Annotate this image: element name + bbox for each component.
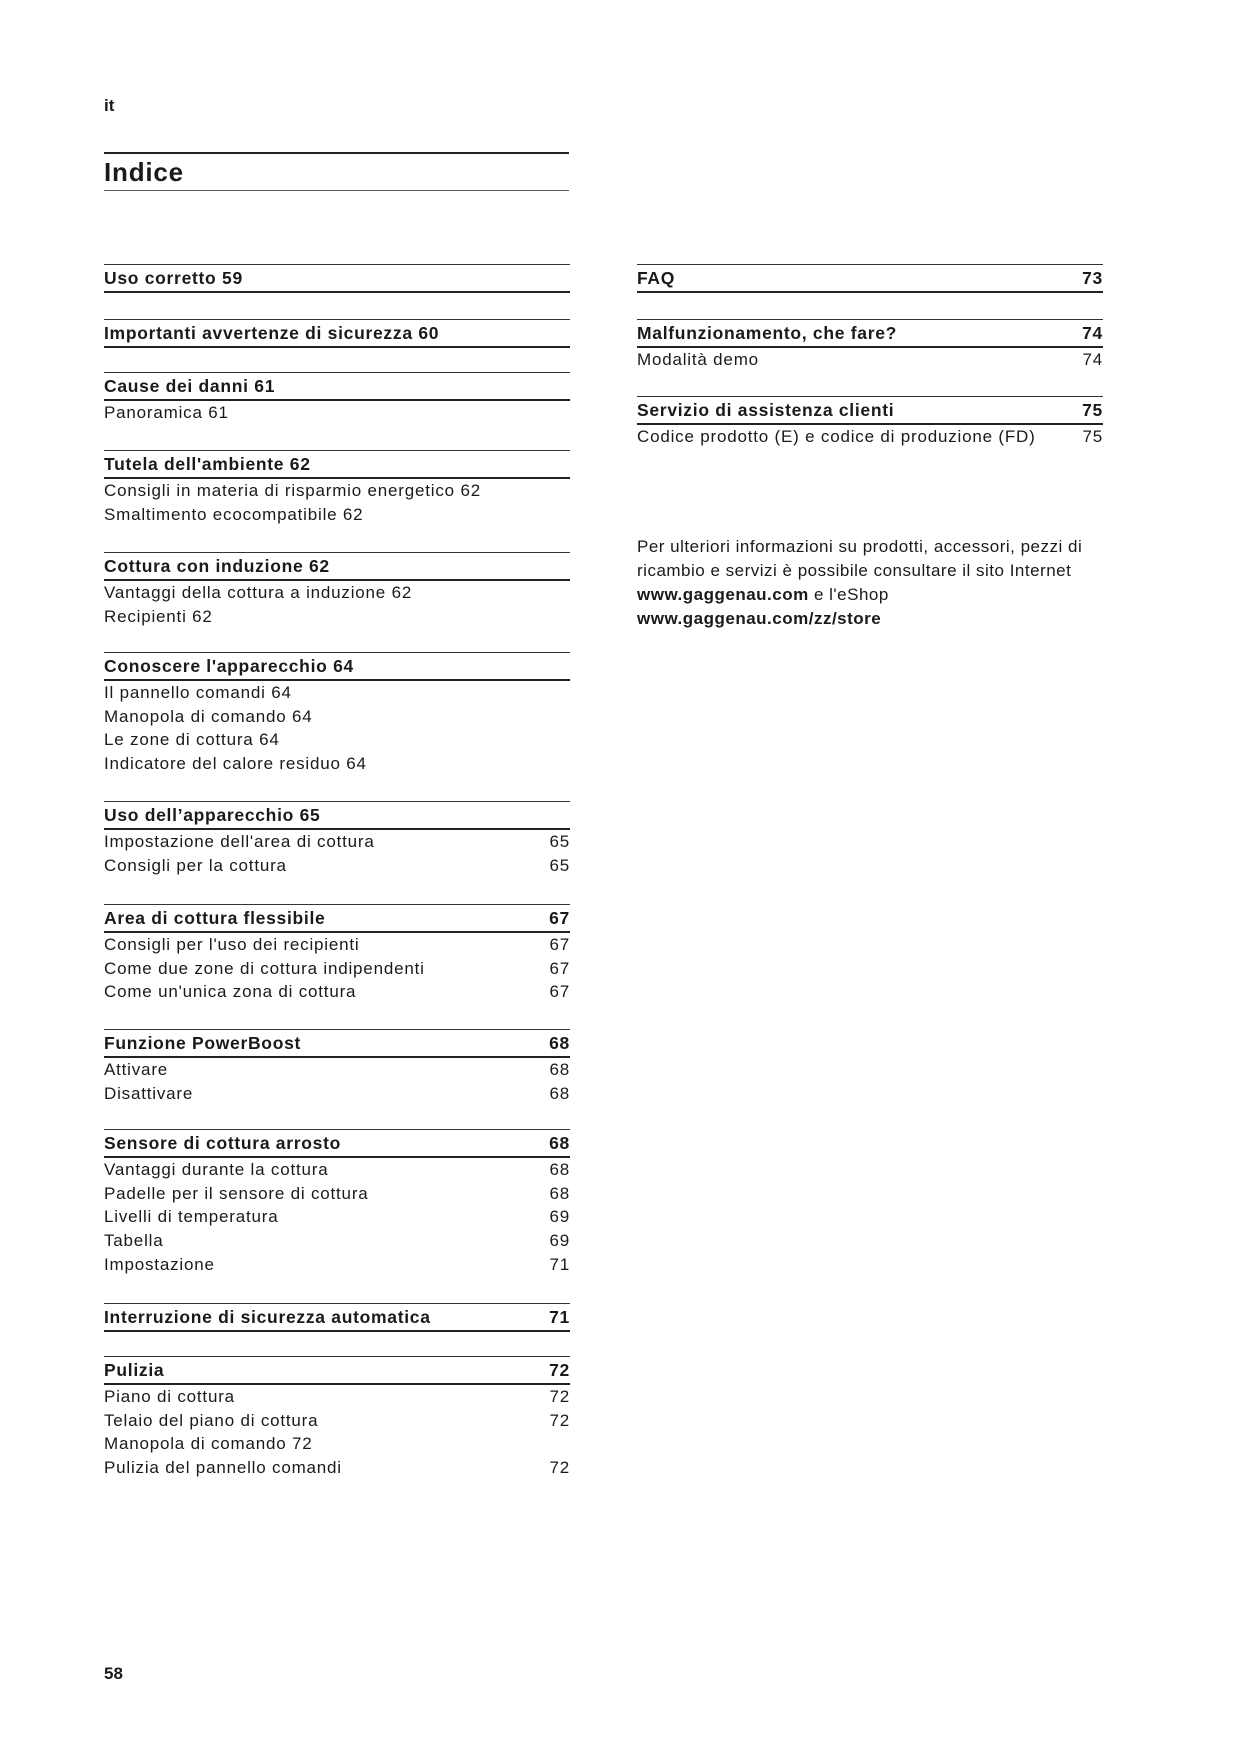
entry-label: Modalità demo <box>637 350 759 369</box>
entry-page: 65 <box>549 832 570 851</box>
toc-entry[interactable] <box>104 1182 570 1206</box>
toc-section <box>637 264 1103 293</box>
toc-entry[interactable] <box>104 1456 570 1480</box>
entry-page: 69 <box>549 1231 570 1251</box>
toc-section-heading[interactable] <box>104 319 570 348</box>
entry-page: 68 <box>549 1160 570 1179</box>
entry-label: Piano di cottura <box>104 1387 235 1406</box>
section-title: Malfunzionamento, che fare? <box>637 323 898 343</box>
entry-label: Le zone di cottura 64 <box>104 730 280 750</box>
entry-label: Il pannello comandi 64 <box>104 683 292 702</box>
section-page: 71 <box>549 1307 570 1327</box>
section-title: Cottura con induzione 62 <box>104 556 330 576</box>
toc-entry[interactable] <box>104 581 570 605</box>
toc-entry[interactable] <box>104 728 570 752</box>
entry-label: Livelli di temperatura <box>104 1207 279 1227</box>
entry-label: Disattivare <box>104 1083 194 1103</box>
toc-entry[interactable] <box>104 705 570 729</box>
toc-entry[interactable] <box>104 830 570 854</box>
toc-section <box>104 1303 570 1332</box>
eshop-link[interactable]: www.gaggenau.com/zz/store <box>637 609 882 628</box>
toc-section-heading[interactable] <box>104 801 570 830</box>
toc-entry[interactable] <box>104 605 570 629</box>
toc-section-heading[interactable] <box>104 652 570 681</box>
toc-entry[interactable] <box>104 1253 570 1277</box>
page-number: 58 <box>104 1664 123 1683</box>
entry-label: Recipienti 62 <box>104 606 213 626</box>
toc-entry[interactable] <box>104 681 570 705</box>
toc-section-heading[interactable] <box>104 552 570 581</box>
entry-label: Impostazione dell'area di cottura <box>104 832 375 851</box>
entry-label: Consigli per la cottura <box>104 855 287 875</box>
section-page: 68 <box>549 1033 570 1053</box>
entry-label: Vantaggi della cottura a induzione 62 <box>104 583 413 602</box>
section-title: Uso dell’apparecchio 65 <box>104 805 321 825</box>
section-title: Area di cottura flessibile <box>104 908 326 928</box>
toc-entry[interactable] <box>104 980 570 1004</box>
entry-page: 75 <box>1082 427 1103 446</box>
entry-label: Come due zone di cottura indipendenti <box>104 958 425 978</box>
entry-label: Telaio del piano di cottura <box>104 1410 319 1430</box>
toc-entry[interactable] <box>104 1409 570 1433</box>
toc-entry[interactable] <box>104 933 570 957</box>
entry-page: 67 <box>549 958 570 978</box>
toc-section-heading[interactable] <box>637 264 1103 293</box>
toc-entry[interactable] <box>104 1385 570 1409</box>
toc-section-heading[interactable] <box>104 1129 570 1158</box>
toc-section-heading[interactable] <box>104 372 570 401</box>
toc-section <box>104 319 570 348</box>
section-title: Conoscere l'apparecchio 64 <box>104 656 354 676</box>
toc-section-heading[interactable] <box>104 450 570 479</box>
section-title: Sensore di cottura arrosto <box>104 1133 342 1153</box>
toc-entry[interactable] <box>104 1158 570 1182</box>
section-title: Importanti avvertenze di sicurezza 60 <box>104 323 440 343</box>
entry-label: Vantaggi durante la cottura <box>104 1160 329 1179</box>
entry-page: 71 <box>549 1254 570 1274</box>
section-title: Uso corretto 59 <box>104 268 243 288</box>
info-text: Per ulteriori informazioni su prodotti, accessori, pezzi di ricambio e servizi è possibile consultare il sito Internet <box>637 537 1083 580</box>
entry-page: 68 <box>549 1060 570 1079</box>
entry-page: 67 <box>549 982 570 1002</box>
toc-entry[interactable] <box>104 854 570 878</box>
entry-page: 69 <box>549 1207 570 1227</box>
toc-entry[interactable] <box>104 479 570 503</box>
section-title: Tutela dell'ambiente 62 <box>104 454 311 474</box>
toc-entry[interactable] <box>104 503 570 527</box>
entry-page: 68 <box>549 1083 570 1103</box>
toc-entry[interactable] <box>104 957 570 981</box>
toc-section <box>104 264 570 293</box>
page-title-block <box>104 152 569 191</box>
entry-label: Padelle per il sensore di cottura <box>104 1183 369 1203</box>
entry-page: 65 <box>549 855 570 875</box>
toc-entry[interactable] <box>104 752 570 776</box>
entry-page: 74 <box>1082 350 1103 369</box>
page-title: Indice <box>104 157 184 187</box>
toc-section <box>104 904 570 1004</box>
toc-section <box>104 1029 570 1105</box>
toc-section-heading[interactable] <box>104 1303 570 1332</box>
toc-section <box>104 801 570 877</box>
section-page: 74 <box>1082 323 1103 343</box>
toc-entry[interactable] <box>637 348 1103 372</box>
section-page: 72 <box>549 1360 570 1380</box>
toc-section <box>104 1129 570 1276</box>
info-text-mid: e l'eShop <box>808 585 889 604</box>
toc-section-heading[interactable] <box>104 904 570 933</box>
section-title: Interruzione di sicurezza automatica <box>104 1307 431 1327</box>
entry-page: 72 <box>549 1458 570 1478</box>
entry-label: Smaltimento ecocompatibile 62 <box>104 504 364 524</box>
toc-entry[interactable] <box>637 425 1103 449</box>
toc-section <box>637 319 1103 372</box>
toc-section-heading[interactable] <box>637 319 1103 348</box>
toc-section <box>104 652 570 776</box>
entry-label: Manopola di comando 64 <box>104 706 313 726</box>
entry-label: Impostazione <box>104 1254 215 1274</box>
language-code: it <box>104 96 115 115</box>
entry-label: Consigli per l'uso dei recipienti <box>104 935 360 954</box>
toc-entry[interactable] <box>104 1082 570 1106</box>
toc-entry[interactable] <box>104 401 570 425</box>
toc-entry[interactable] <box>104 1058 570 1082</box>
section-page: 68 <box>549 1133 570 1153</box>
entry-label: Come un'unica zona di cottura <box>104 982 357 1002</box>
toc-section <box>104 552 570 628</box>
entry-page: 68 <box>549 1183 570 1203</box>
section-title: Cause dei danni 61 <box>104 376 276 396</box>
toc-section <box>104 372 570 425</box>
section-page: 75 <box>1082 400 1103 420</box>
entry-label: Panoramica 61 <box>104 403 229 422</box>
info-paragraph <box>637 535 1117 631</box>
toc-section <box>104 1356 570 1480</box>
entry-label: Tabella <box>104 1231 164 1251</box>
entry-label: Pulizia del pannello comandi <box>104 1458 342 1478</box>
section-title: Funzione PowerBoost <box>104 1033 302 1053</box>
toc-section-heading[interactable] <box>637 396 1103 425</box>
entry-label: Manopola di comando 72 <box>104 1434 313 1454</box>
website-link[interactable]: www.gaggenau.com <box>637 585 809 604</box>
section-page: 73 <box>1082 268 1103 288</box>
entry-page: 72 <box>549 1387 570 1406</box>
section-title: Servizio di assistenza clienti <box>637 400 895 420</box>
entry-label: Attivare <box>104 1060 169 1079</box>
entry-label: Codice prodotto (E) e codice di produzione (FD) <box>637 427 1036 446</box>
toc-section <box>104 450 570 526</box>
section-title: Pulizia <box>104 1360 165 1380</box>
toc-entry[interactable] <box>104 1432 570 1456</box>
entry-page: 72 <box>549 1410 570 1430</box>
toc-section-heading[interactable] <box>104 264 570 293</box>
section-page: 67 <box>549 908 570 928</box>
entry-label: Indicatore del calore residuo 64 <box>104 754 367 774</box>
entry-page: 67 <box>549 935 570 954</box>
toc-section-heading[interactable] <box>104 1356 570 1385</box>
toc-section-heading[interactable] <box>104 1029 570 1058</box>
toc-section <box>637 396 1103 449</box>
entry-label: Consigli in materia di risparmio energetico 62 <box>104 481 481 500</box>
section-title: FAQ <box>637 268 676 288</box>
toc-entry[interactable] <box>104 1205 570 1229</box>
toc-entry[interactable] <box>104 1229 570 1253</box>
